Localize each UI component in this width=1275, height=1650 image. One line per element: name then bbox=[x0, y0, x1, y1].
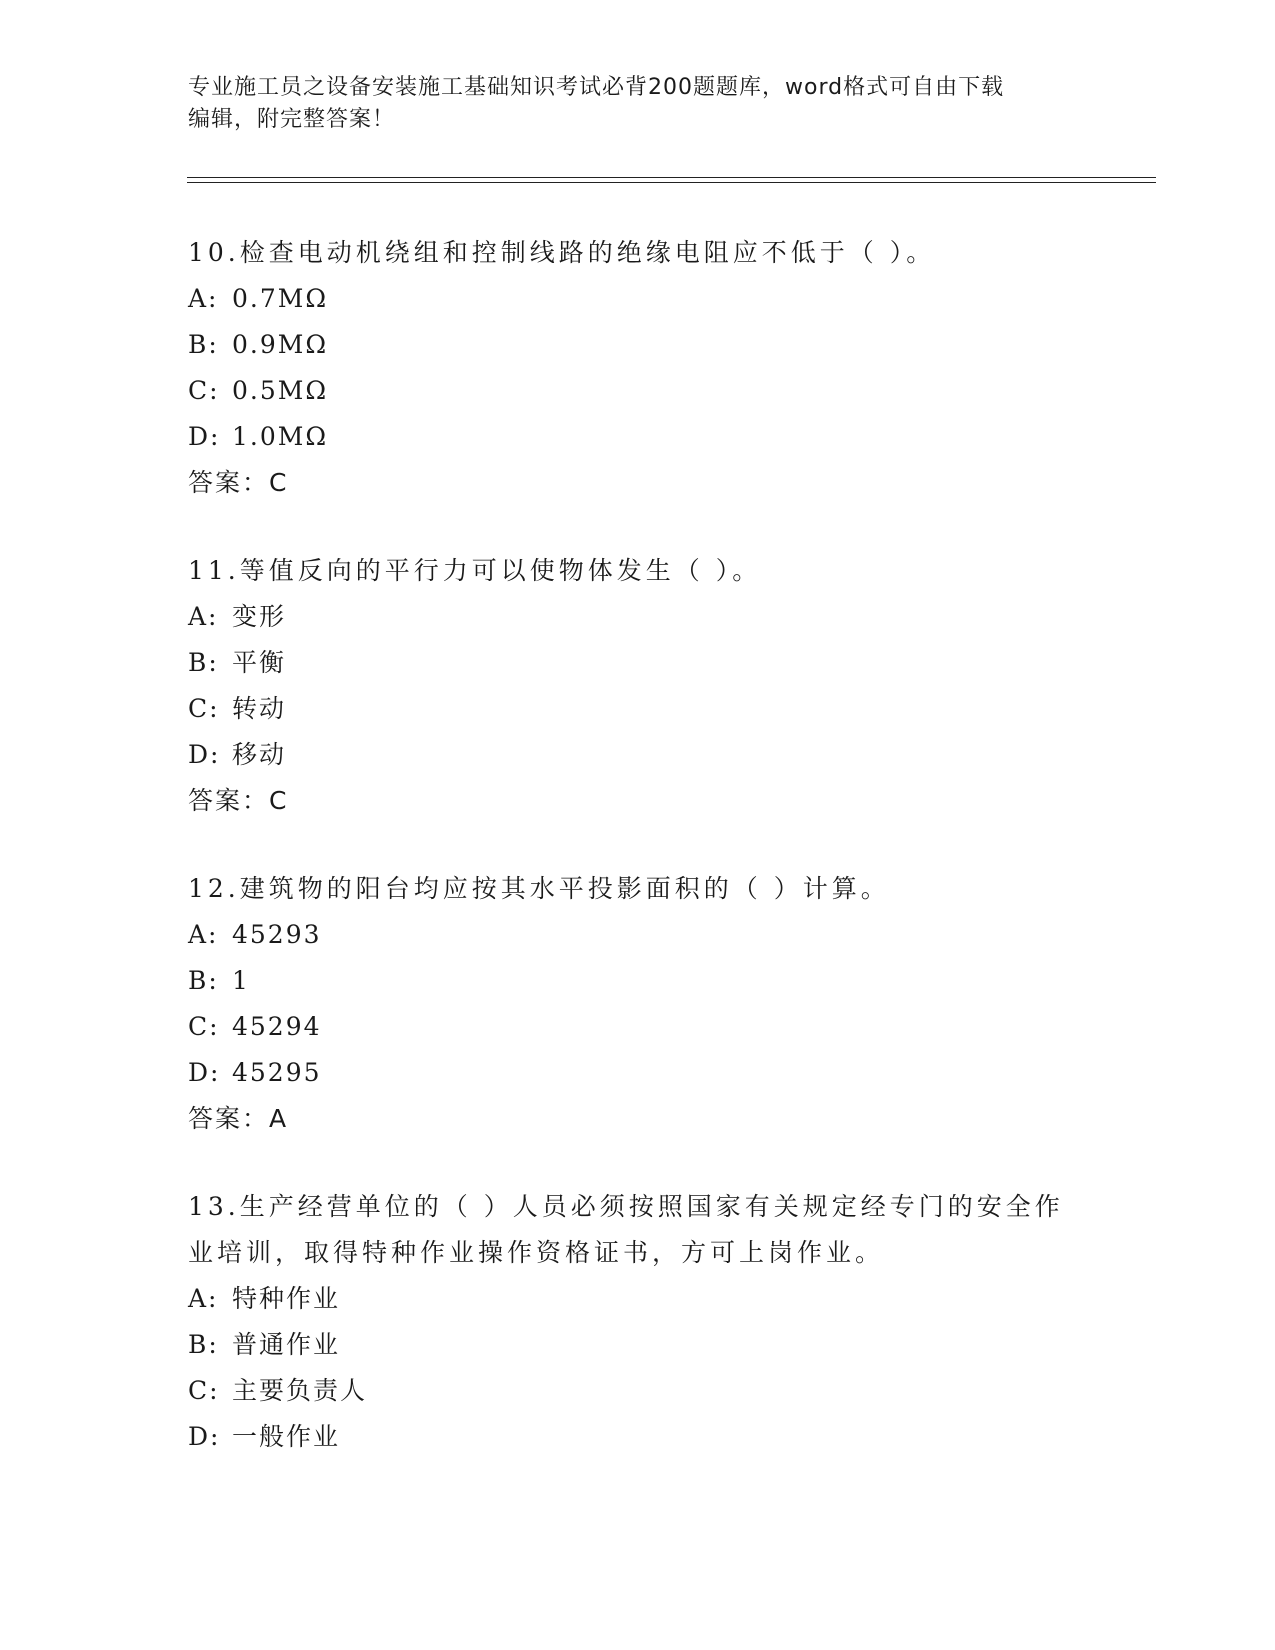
option-d bbox=[188, 1414, 1068, 1460]
option-d bbox=[188, 414, 1068, 460]
option-c bbox=[188, 368, 1068, 414]
option-b bbox=[188, 322, 1068, 368]
option-value: 45294 bbox=[232, 1012, 322, 1041]
option-key: D: bbox=[188, 1422, 221, 1451]
option-a bbox=[188, 1276, 1068, 1322]
question-text: 12.建筑物的阳台均应按其水平投影面积的（ ）计算。 bbox=[188, 874, 890, 903]
option-key: D: bbox=[188, 422, 221, 451]
option-key: A: bbox=[188, 602, 219, 631]
option-key: A: bbox=[188, 920, 219, 949]
question-11 bbox=[188, 548, 1068, 824]
option-d bbox=[188, 1050, 1068, 1096]
option-value: 45295 bbox=[232, 1058, 322, 1087]
option-key: B: bbox=[188, 1330, 219, 1359]
question-text: 10.检查电动机绕组和控制线路的绝缘电阻应不低于（ ）。 bbox=[188, 238, 936, 267]
question-list bbox=[188, 230, 1068, 1502]
option-key: D: bbox=[188, 1058, 221, 1087]
option-a bbox=[188, 276, 1068, 322]
option-value: 移动 bbox=[232, 740, 287, 769]
question-10 bbox=[188, 230, 1068, 506]
option-value: 0.7MΩ bbox=[232, 284, 329, 313]
option-value: 普通作业 bbox=[232, 1330, 341, 1359]
option-value: 1.0MΩ bbox=[232, 422, 329, 451]
answer-text: 答案：A bbox=[188, 1104, 289, 1133]
question-13 bbox=[188, 1184, 1068, 1460]
option-value: 变形 bbox=[232, 602, 287, 631]
header-title-line-2: 编辑，附完整答案！ bbox=[188, 107, 396, 132]
answer-text: 答案：C bbox=[188, 468, 289, 497]
option-d bbox=[188, 732, 1068, 778]
option-key: B: bbox=[188, 966, 219, 995]
document-header bbox=[188, 72, 1068, 136]
option-value: 主要负责人 bbox=[232, 1376, 368, 1405]
option-key: B: bbox=[188, 330, 219, 359]
option-value: 45293 bbox=[232, 920, 322, 949]
option-value: 转动 bbox=[232, 694, 287, 723]
option-c bbox=[188, 1004, 1068, 1050]
question-text: 11.等值反向的平行力可以使物体发生（ ）。 bbox=[188, 556, 762, 585]
option-value: 1 bbox=[232, 966, 250, 995]
header-divider-bottom bbox=[187, 182, 1156, 183]
option-value: 0.5MΩ bbox=[232, 376, 329, 405]
header-divider-top bbox=[187, 177, 1156, 178]
option-value: 一般作业 bbox=[232, 1422, 341, 1451]
option-a bbox=[188, 912, 1068, 958]
option-key: C: bbox=[188, 694, 220, 723]
option-key: A: bbox=[188, 284, 219, 313]
question-12 bbox=[188, 866, 1068, 1142]
option-b bbox=[188, 640, 1068, 686]
option-c bbox=[188, 1368, 1068, 1414]
option-a bbox=[188, 594, 1068, 640]
option-c bbox=[188, 686, 1068, 732]
option-key: C: bbox=[188, 1012, 220, 1041]
option-key: C: bbox=[188, 1376, 220, 1405]
option-key: A: bbox=[188, 1284, 219, 1313]
option-key: C: bbox=[188, 376, 220, 405]
option-b bbox=[188, 1322, 1068, 1368]
option-value: 特种作业 bbox=[232, 1284, 341, 1313]
header-title-line-1: 专业施工员之设备安装施工基础知识考试必背200题题库，word格式可自由下载 bbox=[188, 75, 1005, 100]
question-text: 13.生产经营单位的（ ）人员必须按照国家有关规定经专门的安全作业培训，取得特种作业操作资格证书，方可上岗作业。 bbox=[188, 1192, 1064, 1267]
option-value: 平衡 bbox=[232, 648, 287, 677]
option-b bbox=[188, 958, 1068, 1004]
answer-text: 答案：C bbox=[188, 786, 289, 815]
option-value: 0.9MΩ bbox=[232, 330, 329, 359]
option-key: D: bbox=[188, 740, 221, 769]
option-key: B: bbox=[188, 648, 219, 677]
